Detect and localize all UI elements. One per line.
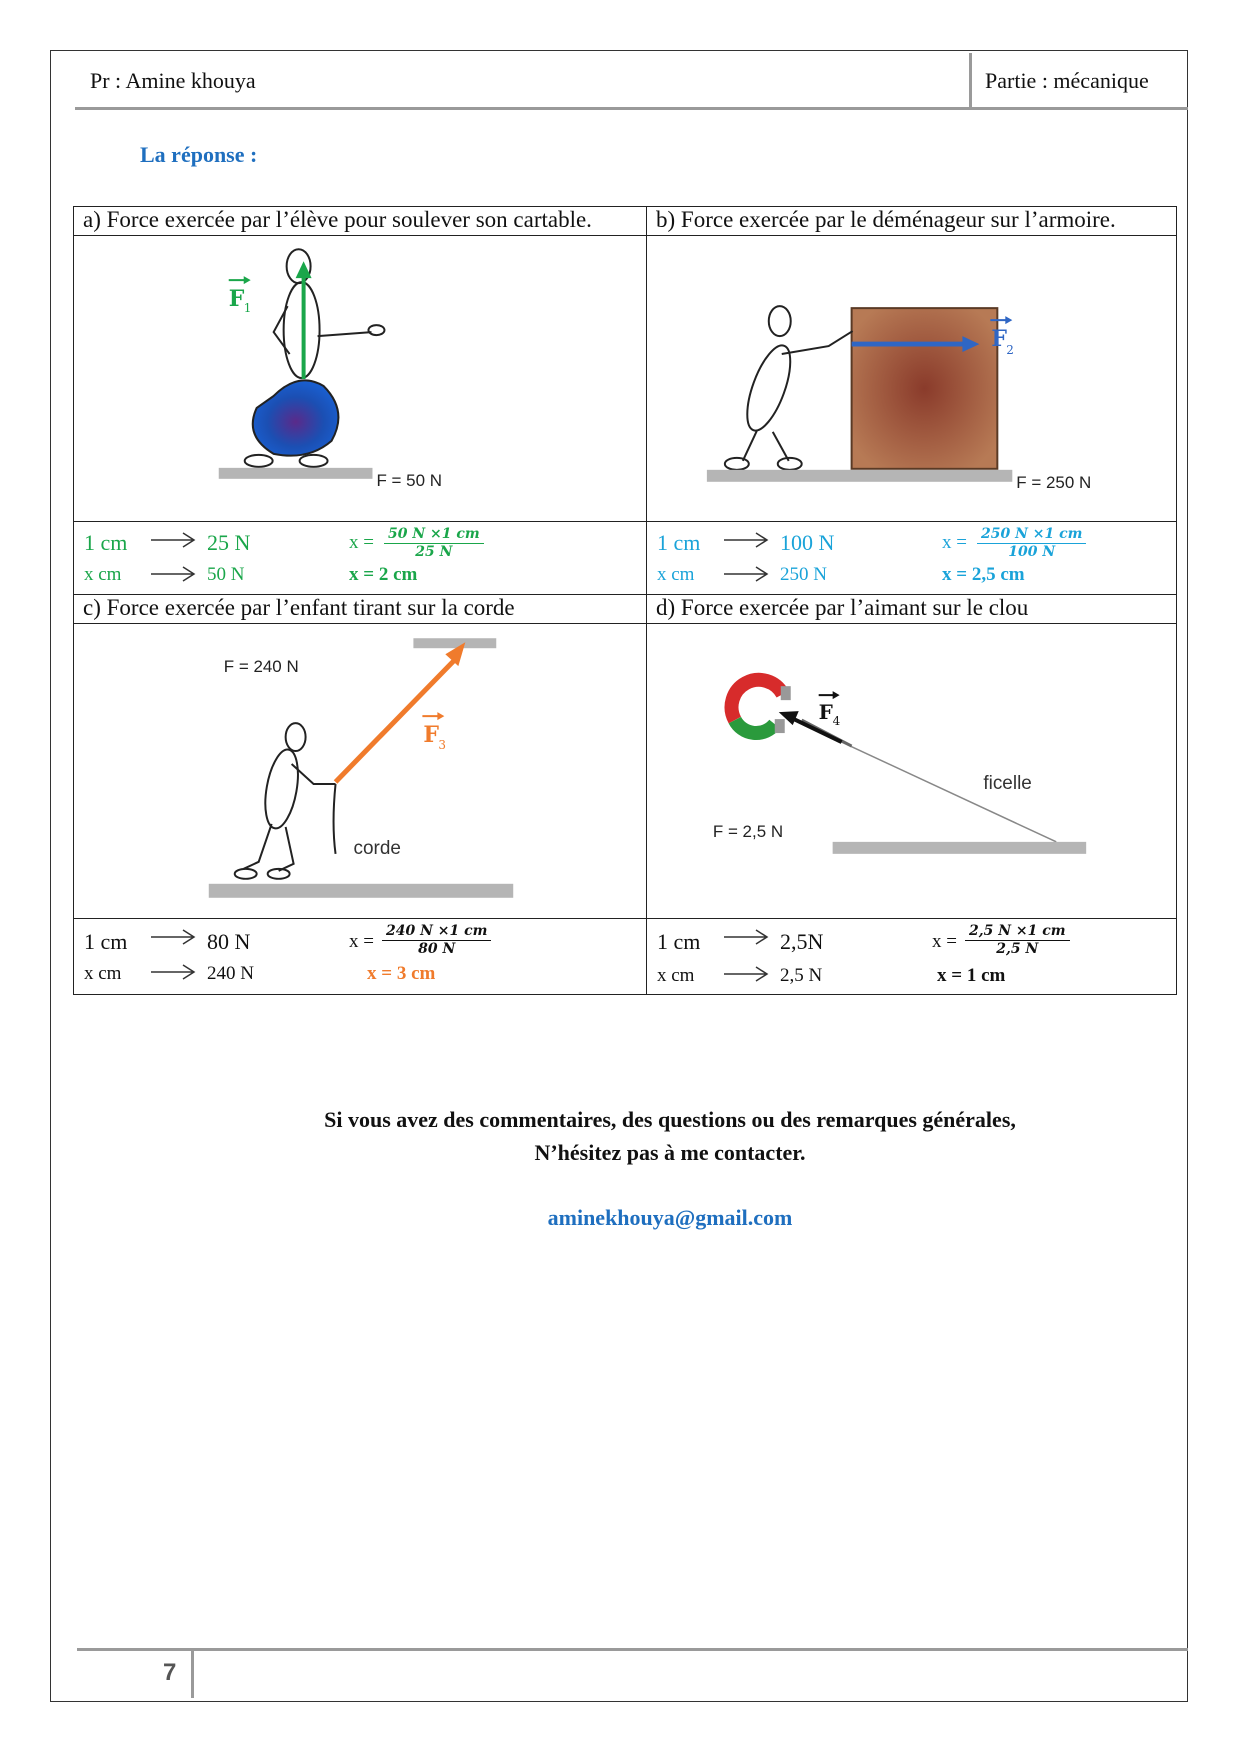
calc-d-x-eq: x = [932, 931, 957, 952]
cell-a-title: a) Force exercée par l’élève pour soulever son cartable. [74, 207, 647, 236]
floor-a [219, 468, 373, 479]
page-number: 7 [163, 1659, 177, 1686]
footer-rule [77, 1648, 1188, 1651]
calc-b-x-eq: x = [942, 532, 967, 553]
floor-d [833, 842, 1087, 854]
calc-a [74, 522, 647, 595]
calc-c-frac-num: 240 N ×1 cm [382, 923, 491, 941]
calc-c-r1-right: 80 N [207, 929, 251, 954]
calc-a-x-eq: x = [349, 532, 374, 553]
ceiling-bar [413, 638, 496, 648]
force-d-label: F = 2,5 N [712, 821, 784, 841]
vector-f1-sub: 1 [243, 301, 252, 316]
calc-b-r1-right: 100 N [780, 530, 835, 555]
child-figure [235, 723, 336, 879]
header-author: Pr : Amine khouya [90, 68, 256, 93]
calc-a-r1-left: 1 cm [84, 530, 128, 555]
rope-label: corde [353, 837, 401, 859]
figure-d [647, 624, 1177, 919]
vector-f2-sub: 2 [1006, 343, 1014, 358]
calc-c-fraction [382, 923, 491, 958]
calc-a-fraction [384, 526, 484, 561]
calc-b-r2-right: 250 N [780, 564, 827, 585]
calc-c-r2-right: 240 N [207, 963, 254, 984]
calc-c-result: x = 3 cm [367, 963, 436, 984]
calc-a-r1-arrow-icon [149, 530, 197, 550]
figure-a [74, 236, 647, 522]
header-divider [969, 53, 972, 109]
header-section: Partie : mécanique [985, 68, 1149, 93]
calc-d-fraction [965, 923, 1070, 958]
calc-d-r1-right: 2,5N [780, 929, 824, 954]
calc-d [647, 919, 1177, 995]
calc-b-r1-arrow-icon [722, 530, 770, 550]
calc-b [647, 522, 1177, 595]
calc-c-r1-left: 1 cm [84, 929, 128, 954]
figure-b [647, 236, 1177, 522]
header-rule [75, 107, 1188, 110]
force-c-label: F = 240 N [223, 657, 299, 677]
calc-b-frac-num: 250 N ×1 cm [977, 526, 1086, 544]
calc-c-frac-den: 80 N [418, 941, 456, 957]
floor-b [707, 470, 1012, 482]
vector-f2-label: F [991, 326, 1007, 353]
calc-c-x-eq: x = [349, 931, 374, 952]
footer-divider [191, 1650, 194, 1698]
calc-c-r2-left: x cm [84, 963, 122, 984]
vector-f3-label: F [423, 722, 439, 749]
magnet-icon [732, 680, 791, 733]
contact-line-1: Si vous avez des commentaires, des questions ou des remarques générales, [324, 1107, 1016, 1132]
answer-table [73, 206, 1177, 995]
cell-b-title: b) Force exercée par le déménageur sur l’armoire. [647, 207, 1177, 236]
vector-f4-label: F [818, 700, 833, 725]
answer-heading: La réponse : [140, 142, 258, 167]
force-a-label: F = 50 N [376, 470, 443, 490]
calc-a-r2-right: 50 N [207, 564, 245, 585]
cell-d-title: d) Force exercée par l’aimant sur le clou [647, 595, 1177, 624]
calc-d-frac-num: 2,5 N ×1 cm [965, 923, 1070, 941]
calc-d-result: x = 1 cm [937, 965, 1006, 986]
calc-a-r1-right: 25 N [207, 530, 251, 555]
calc-a-frac-num: 50 N ×1 cm [384, 526, 484, 544]
calc-d-r1-left: 1 cm [657, 929, 701, 954]
figure-d-drawing [647, 624, 1176, 918]
contact-line-2: N’hésitez pas à me contacter. [534, 1140, 806, 1165]
wardrobe [852, 308, 998, 469]
contact-email-link[interactable]: aminekhouya@gmail.com [547, 1205, 793, 1230]
vector-f3-sub: 3 [438, 738, 446, 753]
floor-c [209, 884, 513, 898]
schoolbag [253, 380, 339, 455]
calc-b-fraction [977, 526, 1086, 561]
calc-a-r2-left: x cm [84, 564, 122, 585]
calc-d-r1-arrow-icon [722, 927, 770, 947]
calc-d-r2-left: x cm [657, 965, 695, 986]
figure-b-drawing [647, 236, 1176, 521]
calc-d-r2-right: 2,5 N [780, 965, 823, 986]
calc-a-frac-den: 25 N [415, 544, 453, 560]
figure-c-drawing [74, 624, 646, 918]
calc-c [74, 919, 647, 995]
vector-f4-sub: 4 [832, 714, 841, 729]
calc-d-frac-den: 2,5 N [996, 941, 1039, 957]
calc-a-r2-arrow-icon [149, 564, 197, 584]
figure-c [74, 624, 647, 919]
force-b-label: F = 250 N [1016, 472, 1092, 492]
calc-b-r1-left: 1 cm [657, 530, 701, 555]
force-arrow-f3 [336, 659, 456, 782]
calc-b-r2-arrow-icon [722, 564, 770, 584]
calc-c-r1-arrow-icon [149, 927, 197, 947]
calc-c-r2-arrow-icon [149, 962, 197, 982]
vector-f1-label: F [228, 286, 245, 313]
calc-b-frac-den: 100 N [1008, 544, 1056, 560]
calc-d-r2-arrow-icon [722, 964, 770, 984]
calc-b-r2-left: x cm [657, 564, 695, 585]
calc-b-result: x = 2,5 cm [942, 564, 1025, 585]
string-label: ficelle [983, 772, 1032, 794]
calc-a-result: x = 2 cm [349, 564, 418, 585]
figure-a-drawing [74, 236, 646, 521]
mover-figure [725, 306, 853, 470]
cell-c-title: c) Force exercée par l’enfant tirant sur la corde [74, 595, 647, 624]
